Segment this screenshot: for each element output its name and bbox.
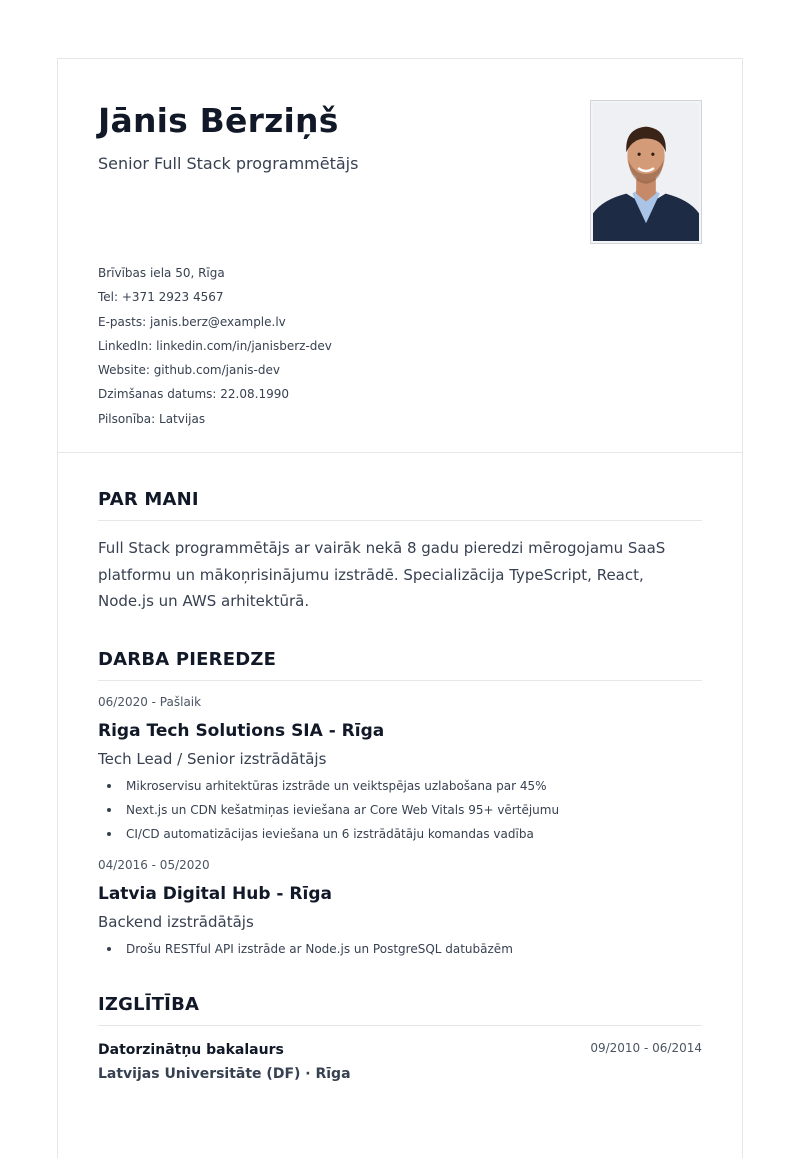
education-degree: Datorzinātņu bakalaurs [98,1041,284,1058]
contact-info [98,261,332,431]
resume-header [58,59,742,453]
experience-heading: DARBA PIEREDZE [98,650,702,681]
experience-section [98,650,702,961]
contact-website[interactable]: Website: github.com/janis-dev [98,363,280,378]
education-heading: IZGLĪTĪBA [98,995,702,1026]
about-section [98,490,702,615]
contact-citizenship: Pilsonība: Latvijas [98,411,206,426]
job-bullet: Drošu RESTful API izstrāde ar Node.js un PostgreSQL datubāzēm [98,937,702,961]
portrait-image [593,103,699,241]
job-role: Tech Lead / Senior izstrādātājs [98,749,327,768]
education-school: Latvijas Universitāte (DF) · Rīga [98,1065,351,1082]
job-date: 06/2020 - Pašlaik [98,694,202,709]
profile-photo [590,100,702,244]
education-section [98,995,702,1084]
job-entry [98,857,702,961]
about-heading: PAR MANI [98,490,702,521]
contact-address: Brīvības iela 50, Rīga [98,266,225,280]
contact-phone: Tel: +371 2923 4567 [98,290,224,305]
job-role: Backend izstrādātājs [98,912,254,931]
person-name: Jānis Bērziņš [98,101,339,140]
job-entry [98,694,702,846]
job-bullet: CI/CD automatizācijas ieviešana un 6 izstrādātāju komandas vadība [98,822,702,846]
contact-birthdate: Dzimšanas datums: 22.08.1990 [98,387,289,402]
education-date: 09/2010 - 06/2014 [590,1040,702,1055]
about-text: Full Stack programmētājs ar vairāk nekā 8 gadu pieredzi mērogojamu SaaS platformu un mākoņrisinājumu izstrādē. Specializācija TypeScript, React, Node.js un AWS arhitektūrā. [98,539,666,610]
education-entry [98,1040,702,1084]
job-bullet: Next.js un CDN kešatmiņas ieviešana ar Core Web Vitals 95+ vērtējumu [98,798,702,822]
job-bullet: Mikroservisu arhitektūras izstrāde un veiktspējas uzlabošana par 45% [98,774,702,798]
job-date: 04/2016 - 05/2020 [98,857,210,872]
contact-linkedin[interactable]: LinkedIn: linkedin.com/in/janisberz-dev [98,338,332,353]
job-bullets [98,774,702,846]
resume-body [58,490,742,1084]
job-company: Riga Tech Solutions SIA - Rīga [98,720,385,741]
contact-email[interactable]: E-pasts: janis.berz@example.lv [98,314,286,329]
resume-page [57,58,743,1158]
job-company: Latvia Digital Hub - Rīga [98,883,332,904]
job-title: Senior Full Stack programmētājs [98,154,359,173]
job-bullets [98,937,702,961]
